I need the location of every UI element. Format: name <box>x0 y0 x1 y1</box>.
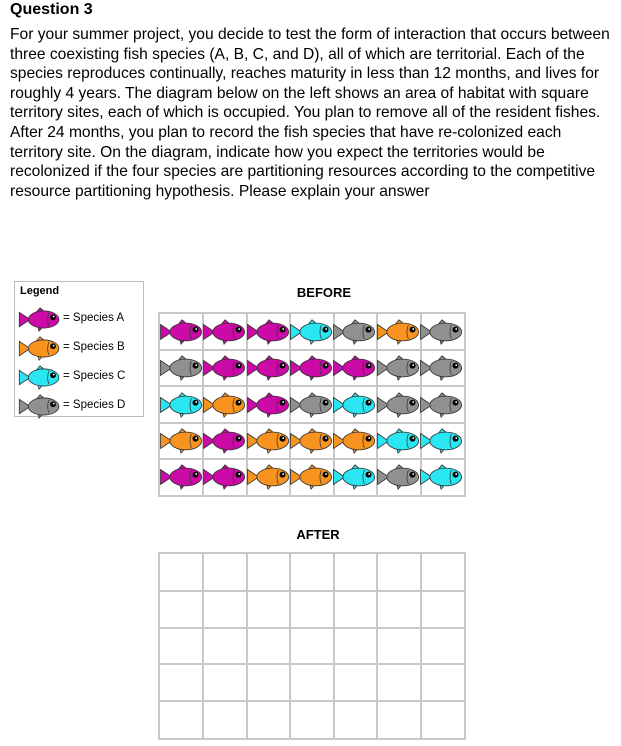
after-territory-cell[interactable] <box>377 628 420 665</box>
after-territory-cell[interactable] <box>290 628 333 665</box>
fish-species-c-icon <box>332 463 378 496</box>
after-territory-cell[interactable] <box>203 591 246 628</box>
fish-species-a-icon <box>159 318 205 351</box>
after-territory-cell[interactable] <box>247 664 290 701</box>
fish-species-c-icon <box>376 427 422 460</box>
fish-species-d-icon <box>419 391 465 424</box>
fish-species-b-icon <box>376 318 422 351</box>
fish-species-b-icon <box>289 427 335 460</box>
fish-species-d-icon <box>376 463 422 496</box>
fish-species-d-icon <box>332 318 378 351</box>
legend-title: Legend <box>20 285 60 297</box>
fish-species-a-icon <box>202 427 248 460</box>
after-territory-cell[interactable] <box>247 554 290 591</box>
fish-species-c-icon <box>289 318 335 351</box>
after-territory-cell[interactable] <box>421 664 464 701</box>
legend-item-species-d <box>15 393 143 419</box>
after-territory-cell[interactable] <box>247 591 290 628</box>
fish-species-b-icon <box>289 463 335 496</box>
after-territory-cell[interactable] <box>290 591 333 628</box>
after-territory-cell[interactable] <box>203 701 246 738</box>
after-territory-cell[interactable] <box>421 701 464 738</box>
after-territory-cell[interactable] <box>421 628 464 665</box>
after-territory-cell[interactable] <box>247 628 290 665</box>
fish-species-c-icon <box>419 427 465 460</box>
fish-species-d-icon <box>376 354 422 387</box>
fish-species-b-icon <box>246 427 292 460</box>
after-territory-cell[interactable] <box>203 628 246 665</box>
fish-species-a-icon <box>246 354 292 387</box>
fish-species-d-icon <box>159 354 205 387</box>
fish-species-c-icon <box>332 391 378 424</box>
after-heading: AFTER <box>296 527 340 542</box>
after-territory-cell[interactable] <box>160 701 203 738</box>
after-territory-cell[interactable] <box>421 554 464 591</box>
fish-species-c-icon <box>159 391 205 424</box>
fish-species-a-icon <box>246 318 292 351</box>
after-territory-cell[interactable] <box>334 628 377 665</box>
after-territory-grid <box>158 552 466 740</box>
legend-item-species-c <box>15 364 143 390</box>
fish-species-a-icon <box>159 463 205 496</box>
legend-item-species-a <box>15 306 143 332</box>
question-body: For your summer project, you decide to test the form of interaction that occurs between three coexisting fish species (A, B, C, and D), all of which are territorial. Each of the species reproduces continually, reaches maturity in less than 12 months, and lives for roughly 4 years. The diagram below on the left shows an area of habitat with square territory sites, each of which is occupied. You plan to remove all of the resident fishes. After 24 months, you plan to record the fish species that have re-colonized each territory site. On the diagram, indicate how you expect the territories would be recolonized if the four species are partitioning resources according to the competitive resource partitioning hypothesis. Please explain your answer <box>10 26 610 200</box>
after-territory-cell[interactable] <box>290 701 333 738</box>
after-territory-cell[interactable] <box>334 554 377 591</box>
fish-species-b-icon <box>159 427 205 460</box>
after-territory-cell[interactable] <box>377 554 420 591</box>
legend-item-species-b <box>15 335 143 361</box>
after-territory-cell[interactable] <box>377 664 420 701</box>
fish-species-a-icon <box>332 354 378 387</box>
after-territory-cell[interactable] <box>160 664 203 701</box>
after-territory-cell[interactable] <box>160 554 203 591</box>
fish-species-d-icon <box>419 354 465 387</box>
after-territory-cell[interactable] <box>334 701 377 738</box>
fish-species-a-icon <box>202 463 248 496</box>
fish-species-d-icon <box>376 391 422 424</box>
legend-label-species-a: = Species A <box>63 312 125 324</box>
before-heading: BEFORE <box>296 285 352 300</box>
after-territory-cell[interactable] <box>334 591 377 628</box>
fish-species-a-icon <box>202 354 248 387</box>
fish-species-b-icon <box>246 463 292 496</box>
after-territory-cell[interactable] <box>377 591 420 628</box>
after-territory-cell[interactable] <box>203 554 246 591</box>
question-title: Question 3 <box>10 1 93 18</box>
fish-species-b-icon <box>332 427 378 460</box>
fish-species-a-icon <box>202 318 248 351</box>
legend-label-species-d: = Species D <box>63 399 126 411</box>
after-territory-cell[interactable] <box>160 591 203 628</box>
fish-species-a-icon <box>246 391 292 424</box>
fish-species-b-icon <box>202 391 248 424</box>
after-territory-cell[interactable] <box>421 591 464 628</box>
after-territory-cell[interactable] <box>377 701 420 738</box>
fish-species-c-icon <box>419 463 465 496</box>
fish-species-d-icon <box>289 391 335 424</box>
after-territory-cell[interactable] <box>290 554 333 591</box>
after-territory-cell[interactable] <box>334 664 377 701</box>
after-territory-cell[interactable] <box>203 664 246 701</box>
after-territory-cell[interactable] <box>160 628 203 665</box>
fish-species-a-icon <box>289 354 335 387</box>
after-territory-cell[interactable] <box>247 701 290 738</box>
legend-box <box>14 281 144 417</box>
legend-label-species-c: = Species C <box>63 370 126 382</box>
fish-species-d-icon <box>419 318 465 351</box>
after-territory-cell[interactable] <box>290 664 333 701</box>
legend-label-species-b: = Species B <box>63 341 125 353</box>
before-territory-grid <box>158 312 466 497</box>
